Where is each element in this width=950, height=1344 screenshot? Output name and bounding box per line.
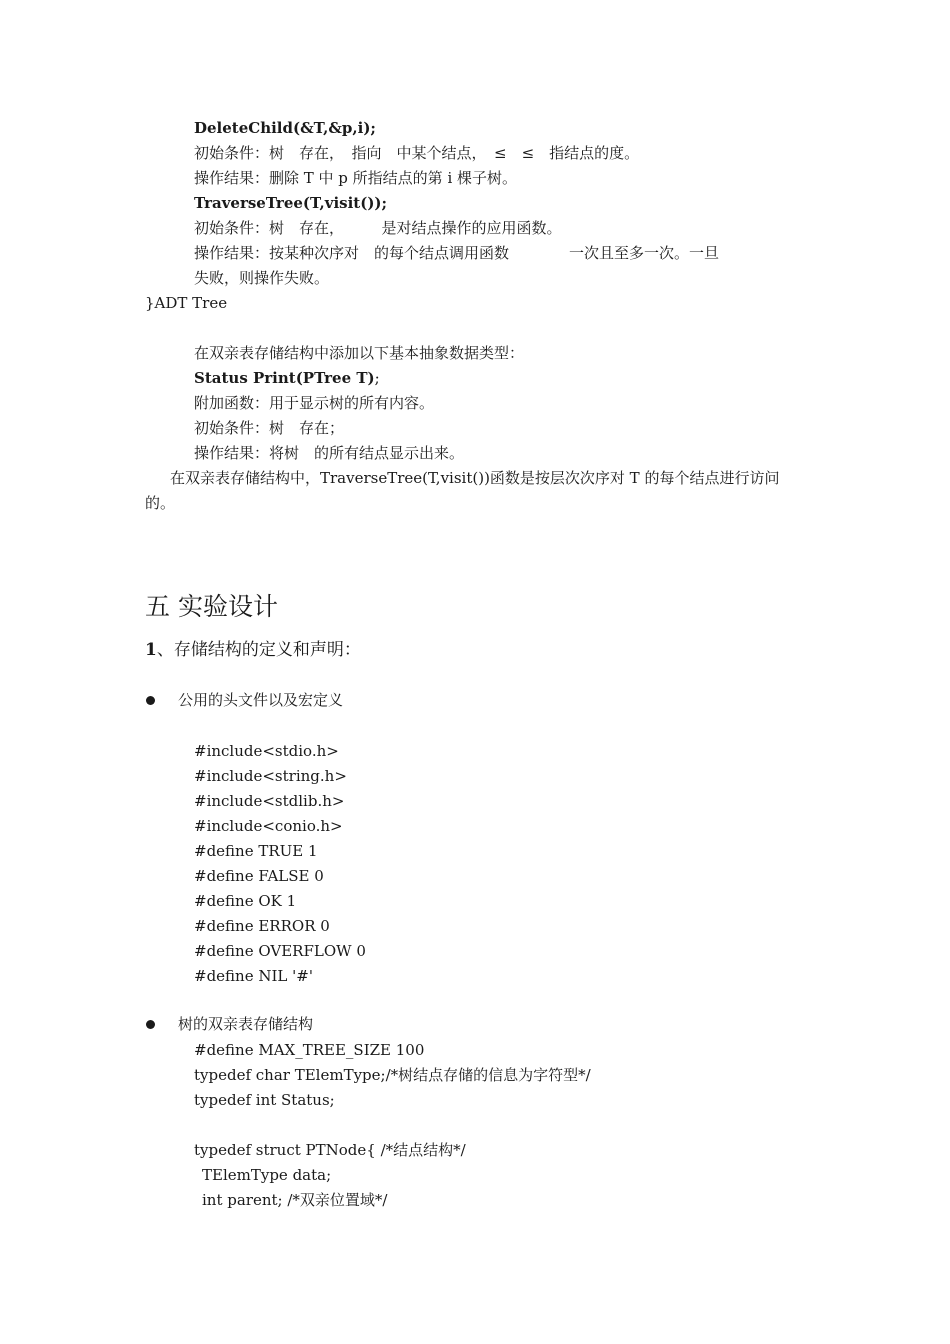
- extension-intro: 在双亲表存储结构中添加以下基本抽象数据类型：: [194, 344, 525, 362]
- adt-op-traversetree: TraverseTree(T,visit());: [194, 194, 388, 212]
- bullet-label: 公用的头文件以及宏定义: [178, 691, 344, 709]
- code-line: #include<conio.h>: [194, 817, 343, 835]
- code-line: #include<string.h>: [194, 767, 347, 785]
- subsection-title: [145, 639, 361, 661]
- code-line: #define MAX_TREE_SIZE 100: [194, 1041, 425, 1059]
- subsection-number: 1: [145, 640, 157, 660]
- section-title: 五 实验设计: [145, 592, 278, 621]
- adt-function-desc: 附加函数：用于显示树的所有内容。: [194, 394, 435, 412]
- code-line: typedef char TElemType;/*树结点存储的信息为字符型*/: [194, 1066, 591, 1084]
- code-line: typedef struct PTNode{ /*结点结构*/: [194, 1141, 466, 1159]
- code-line: #define FALSE 0: [194, 867, 324, 885]
- code-line: #define NIL '#': [194, 967, 313, 985]
- adt-result: 操作结果：将树 的所有结点显示出来。: [194, 444, 465, 462]
- code-line: #define ERROR 0: [194, 917, 330, 935]
- adt-precondition: 初始条件：树 存在， 指向 中某个结点， ≤ ≤ 指结点的度。: [194, 144, 640, 162]
- code-line: #define OK 1: [194, 892, 297, 910]
- code-line: #define OVERFLOW 0: [194, 942, 366, 960]
- code-line: #include<stdio.h>: [194, 742, 339, 760]
- traverse-note: 在双亲表存储结构中，TraverseTree(T,visit())函数是按层次次序对 T 的每个结点进行访问: [170, 469, 780, 487]
- adt-op-print: [194, 368, 380, 388]
- code-line: #define TRUE 1: [194, 842, 318, 860]
- adt-result: 操作结果：按某种次序对 的每个结点调用函数 一次且至多一次。一旦: [194, 244, 720, 262]
- code-line: int parent; /*双亲位置域*/: [202, 1191, 388, 1209]
- adt-end: }ADT Tree: [145, 294, 228, 312]
- print-semicolon: ;: [374, 369, 380, 387]
- code-line: #include<stdlib.h>: [194, 792, 345, 810]
- adt-op-deletechild: DeleteChild(&T,&p,i);: [194, 119, 376, 137]
- bullet-icon: [146, 696, 155, 705]
- adt-precondition: 初始条件：树 存在， 是对结点操作的应用函数。: [194, 219, 562, 237]
- subsection-text: 、存储结构的定义和声明：: [156, 640, 361, 660]
- traverse-note-cont: 的。: [145, 494, 176, 512]
- adt-precondition: 初始条件：树 存在；: [194, 419, 345, 437]
- adt-result-cont: 失败，则操作失败。: [194, 269, 330, 287]
- adt-result: 操作结果：删除 T 中 p 所指结点的第 i 棵子树。: [194, 169, 518, 187]
- print-signature: Status Print(PTree T): [194, 369, 375, 387]
- code-line: typedef int Status;: [194, 1091, 335, 1109]
- code-line: TElemType data;: [202, 1166, 332, 1184]
- bullet-label: 树的双亲表存储结构: [178, 1015, 314, 1033]
- bullet-icon: [146, 1020, 155, 1029]
